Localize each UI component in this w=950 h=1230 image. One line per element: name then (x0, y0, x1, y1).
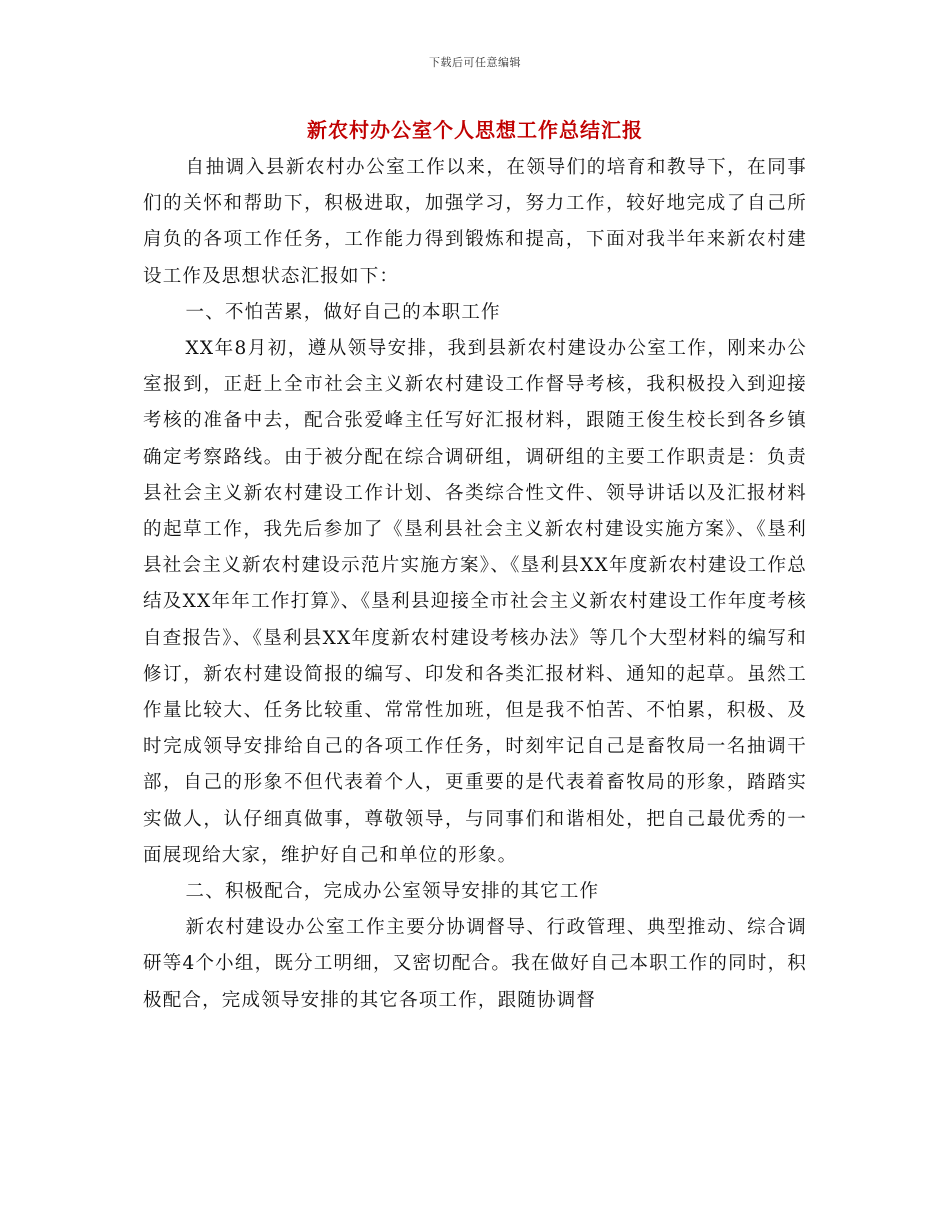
paragraph-intro: 自抽调入县新农村办公室工作以来，在领导们的培育和教导下，在同事们的关怀和帮助下，积极进取，加强学习，努力工作，较好地完成了自己所肩负的各项工作任务，工作能力得到锻炼和提高，下面对我半年来新农村建设工作及思想状态汇报如下： (143, 157, 807, 287)
paragraph-section-1: XX年8月初，遵从领导安排，我到县新农村建设办公室工作，刚来办公室报到，正赶上全市社会主义新农村建设工作督导考核，我积极投入到迎接考核的准备中去，配合张爱峰主任写好汇报材料，跟随王俊生校长到各乡镇确定考察路线。由于被分配在综合调研组，调研组的主要工作职责是：负责县社会主义新农村建设工作计划、各类综合性文件、领导讲话以及汇报材料的起草工作，我先后参加了《垦利县社会主义新农村建设实施方案》、《垦利县社会主义新农村建设示范片实施方案》、《垦利县XX年度新农村建设工作总结及XX年年工作打算》、《垦利县迎接全市社会主义新农村建设工作年度考核自查报告》、《垦利县XX年度新农村建设考核办法》等几个大型材料的编写和修订，新农村建设简报的编写、印发和各类汇报材料、通知的起草。虽然工作量比较大、任务比较重、常常性加班，但是我不怕苦、不怕累，积极、及时完成领导安排给自己的各项工作任务，时刻牢记自己是畜牧局一名抽调干部，自己的形象不但代表着个人，更重要的是代表着畜牧局的形象，踏踏实实做人，认仔细真做事，尊敬领导，与同事们和谐相处，把自己最优秀的一面展现给大家，维护好自己和单位的形象。 (143, 338, 807, 866)
section-heading-1: 一、不怕苦累，做好自己的本职工作 (185, 301, 501, 323)
header-note: 下载后可任意编辑 (429, 56, 521, 69)
section-heading-2: 二、积极配合，完成办公室领导安排的其它工作 (185, 881, 600, 903)
document-body (143, 150, 807, 1019)
document-title: 新农村办公室个人思想工作总结汇报 (307, 118, 643, 142)
paragraph-section-2: 新农村建设办公室工作主要分协调督导、行政管理、典型推动、综合调研等4个小组，既分工明细，又密切配合。我在做好自己本职工作的同时，积极配合，完成领导安排的其它各项工作，跟随协调督 (143, 917, 807, 1011)
